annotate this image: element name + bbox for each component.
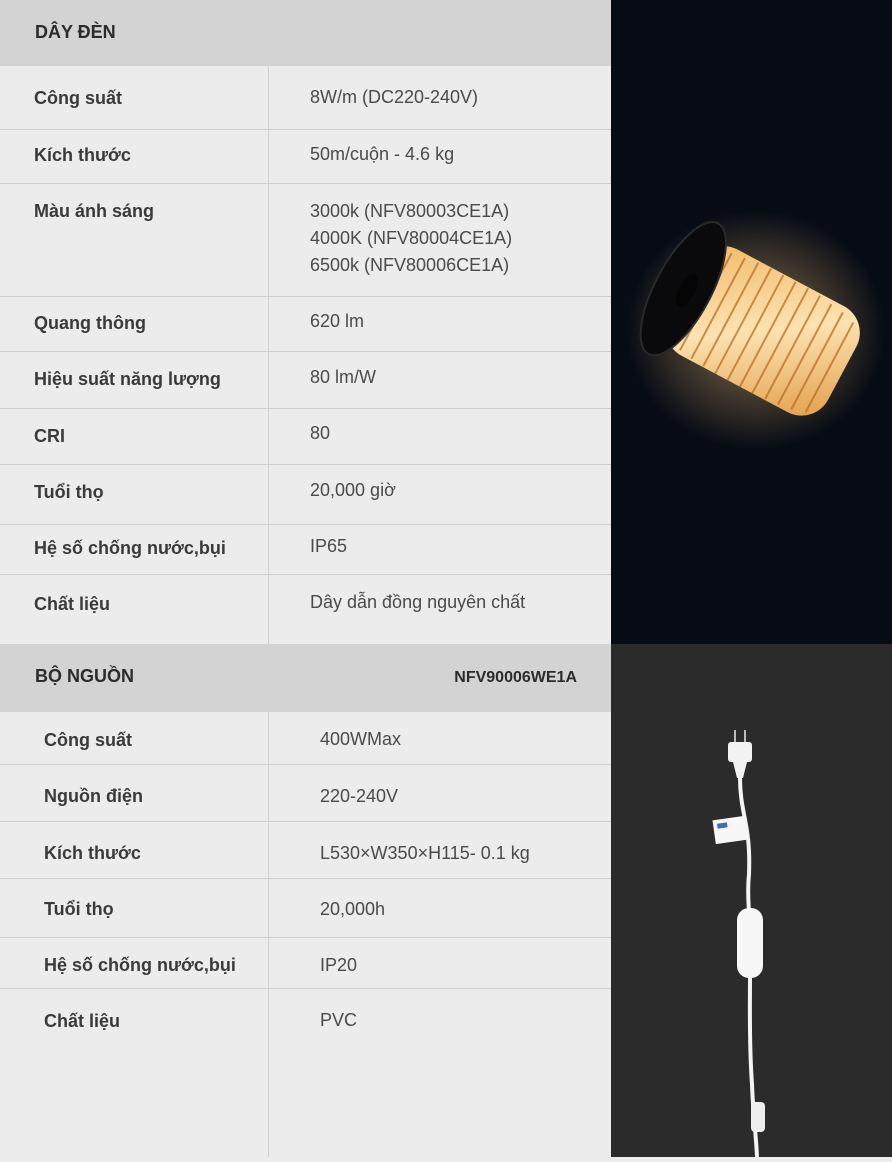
power-adapter-illustration — [611, 644, 892, 1157]
spec-value: IP20 — [320, 955, 358, 975]
spec-label: Nguồn điện — [44, 786, 143, 806]
spec-value: 20,000 giờ — [310, 480, 396, 500]
spec-row — [0, 409, 611, 465]
spec-row — [0, 525, 611, 575]
spec-label: Hiệu suất năng lượng — [34, 369, 221, 389]
spec-value: PVC — [320, 1010, 358, 1030]
spec-value: L530×W350×H115- 0.1 kg — [320, 843, 530, 863]
spec-row — [0, 184, 611, 297]
spec-row — [0, 879, 611, 938]
spec-row — [0, 712, 611, 765]
strip-section-title: DÂY ĐÈN — [35, 22, 116, 42]
spec-row — [0, 465, 611, 525]
spec-row — [0, 938, 611, 989]
spec-label: Tuổi thọ — [34, 482, 104, 502]
led-strip-reel-image — [611, 0, 892, 644]
spec-label: Hệ số chống nước,bụi — [44, 955, 236, 975]
spec-value: 620 lm — [310, 311, 365, 331]
spec-row — [0, 352, 611, 409]
spec-label: Màu ánh sáng — [34, 201, 155, 221]
spec-row — [0, 822, 611, 879]
spec-row — [0, 989, 611, 1157]
spec-value: 50m/cuộn - 4.6 kg — [310, 144, 455, 164]
spec-value: Dây dẫn đồng nguyên chất — [310, 592, 526, 612]
spec-row — [0, 66, 611, 130]
led-strip-reel-illustration — [611, 0, 892, 644]
spec-label: Kích thước — [44, 843, 141, 863]
spec-label: Tuổi thọ — [44, 899, 114, 919]
power-adapter-image — [611, 644, 892, 1157]
spec-value: 80 — [310, 423, 331, 443]
spec-label: Quang thông — [34, 313, 146, 333]
spec-value: 3000k (NFV80003CE1A) 4000K (NFV80004CE1A) 6500k (NFV80006CE1A) — [310, 201, 513, 275]
spec-value: 20,000h — [320, 899, 386, 919]
strip-section-header — [0, 0, 611, 66]
power-section-header — [0, 644, 611, 712]
spec-row — [0, 765, 611, 822]
spec-label: Chất liệu — [34, 594, 111, 614]
spec-value: IP65 — [310, 536, 348, 556]
power-model-code: NFV90006WE1A — [454, 669, 577, 686]
spec-label: Công suất — [34, 88, 122, 108]
power-section-title: BỘ NGUỒN — [35, 666, 134, 686]
spec-value: 80 lm/W — [310, 367, 377, 387]
spec-label: CRI — [34, 426, 65, 446]
spec-label: Công suất — [44, 730, 132, 750]
spec-row — [0, 130, 611, 184]
spec-value: 400WMax — [320, 729, 402, 749]
spec-label: Chất liệu — [44, 1011, 121, 1031]
spec-value: 220-240V — [320, 786, 399, 806]
spec-label: Kích thước — [34, 145, 131, 165]
spec-row — [0, 297, 611, 352]
spec-row — [0, 575, 611, 644]
spec-value: 8W/m (DC220-240V) — [310, 87, 479, 107]
spec-label: Hệ số chống nước,bụi — [34, 538, 226, 558]
